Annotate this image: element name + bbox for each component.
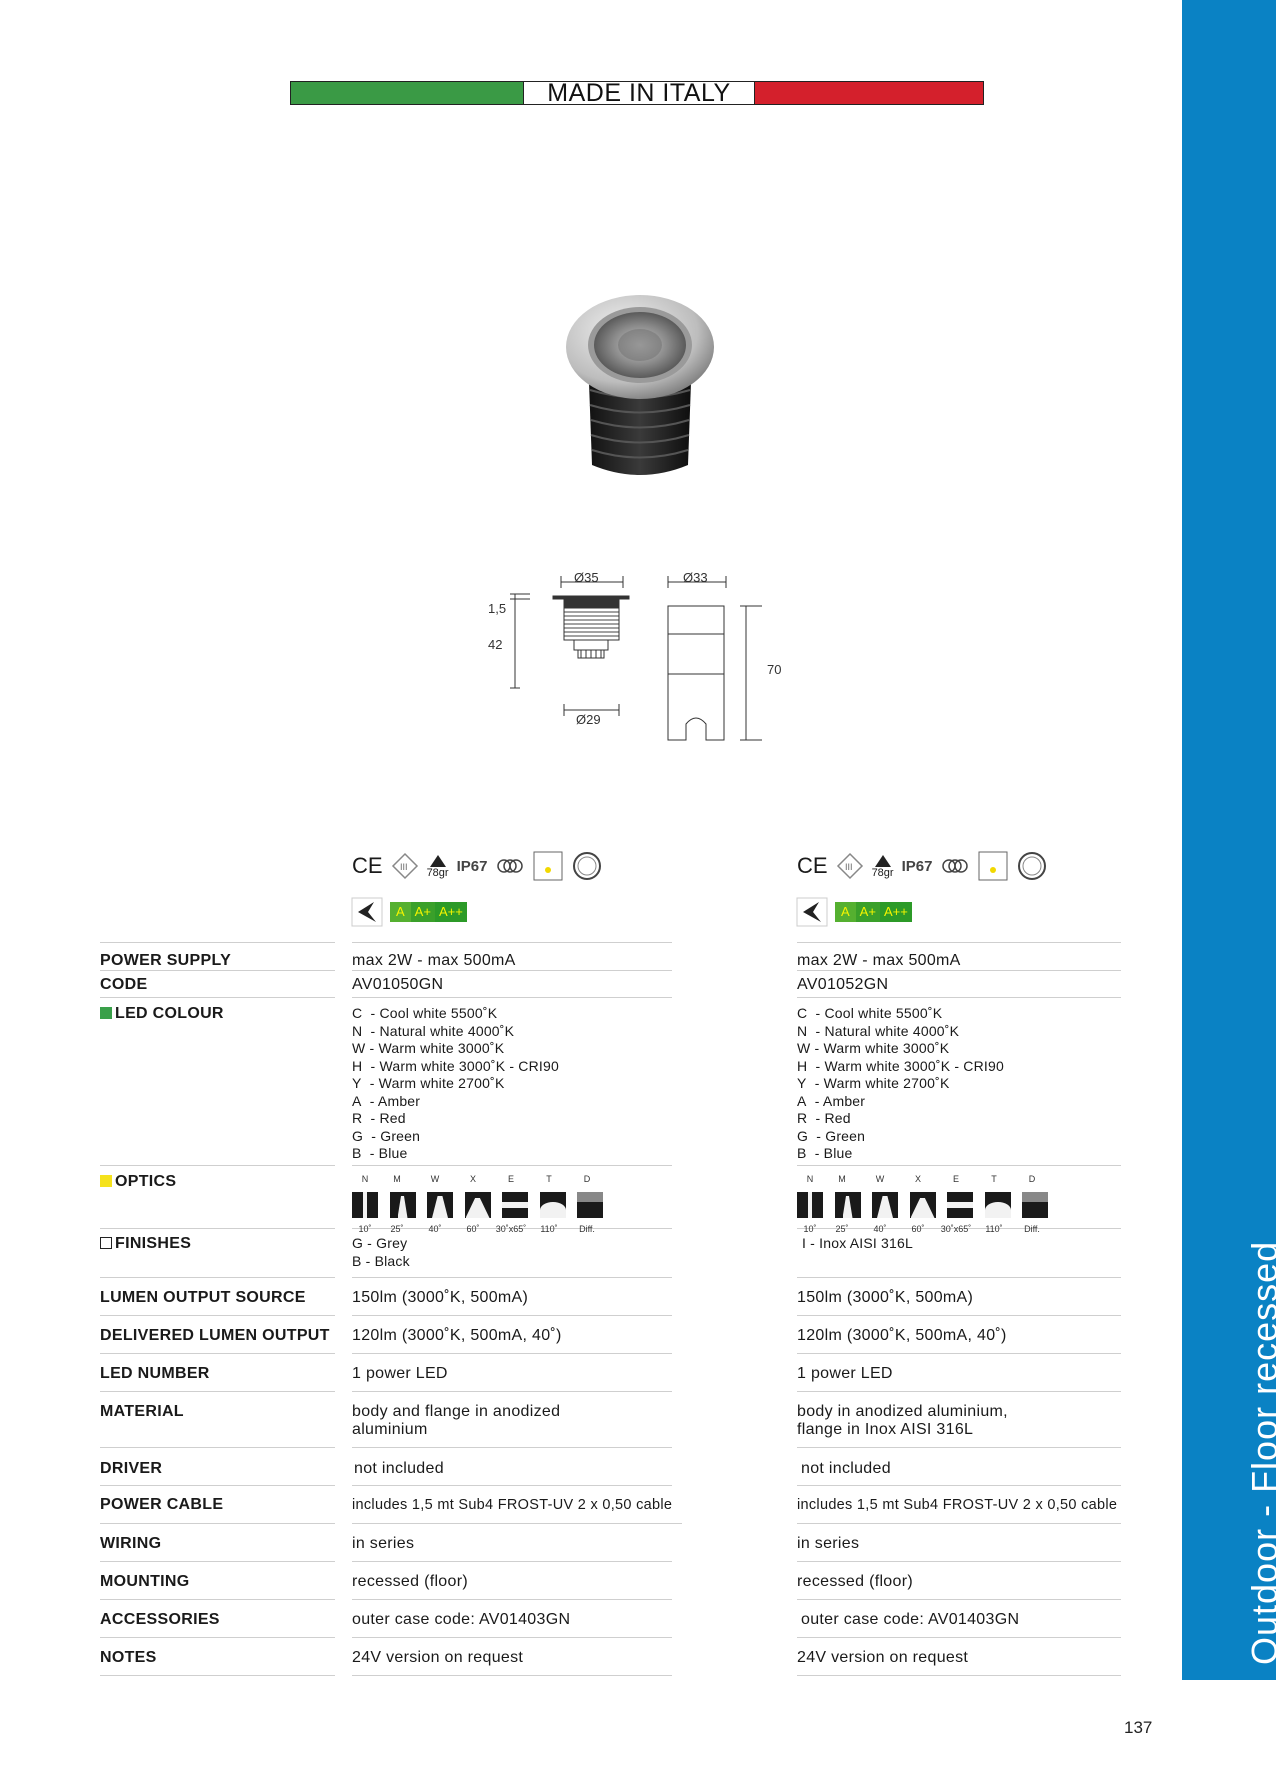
- led-colour-item: Y - Warm white 2700˚K: [352, 1075, 505, 1091]
- optic-10-icon: [797, 1192, 823, 1218]
- delivered-lumen-output-value: 120lm (3000˚K, 500mA, 40˚): [352, 1316, 672, 1354]
- dim-body-height: 42: [488, 637, 503, 652]
- finish-item: G - Grey: [352, 1235, 408, 1251]
- energy-icons-1: [352, 898, 467, 926]
- driver-value: not included: [352, 1448, 672, 1486]
- category-side-band: Outdoor - Floor recessed: [1182, 0, 1276, 1680]
- finish-item: B - Black: [352, 1252, 410, 1269]
- certification-icons-2: [797, 850, 1048, 882]
- material-value: body and flange in anodized aluminium: [352, 1392, 672, 1448]
- led-colour-item: Y - Warm white 2700˚K: [797, 1075, 950, 1091]
- page-number: 137: [1124, 1718, 1153, 1737]
- no-glare-icon: [352, 898, 382, 926]
- led-colour-item: C - Cool white 5500˚K: [797, 1005, 943, 1021]
- flag-red-stripe: [755, 82, 983, 104]
- product-photo: [560, 295, 720, 490]
- energy-class-aplus: A+: [856, 902, 880, 922]
- optic-25-icon: [390, 1192, 416, 1218]
- label-led-number: LED NUMBER: [100, 1354, 335, 1392]
- optic-60-icon: [465, 1192, 491, 1218]
- energy-class-aplus: A+: [411, 902, 435, 922]
- led-colour-item: G - Green: [797, 1127, 866, 1144]
- energy-class-a: A: [835, 902, 856, 922]
- optic-40-icon: [427, 1192, 453, 1218]
- label-code: CODE: [100, 971, 335, 998]
- led-number-value: 1 power LED: [352, 1354, 672, 1392]
- energy-class-a: A: [390, 902, 411, 922]
- code-value: AV01052GN: [797, 971, 1121, 998]
- optic-40-icon: [872, 1192, 898, 1218]
- material-value: body in anodized aluminium, flange in Inox AISI 316L: [797, 1392, 1121, 1448]
- optic-icons: [797, 1192, 1121, 1218]
- optic-60-icon: [910, 1192, 936, 1218]
- energy-class-aplusplus: A++: [880, 902, 912, 922]
- led-colour-item: C - Cool white 5500˚K: [352, 1005, 498, 1021]
- lamp-box-icon: [533, 851, 563, 881]
- mounting-value: recessed (floor): [797, 1562, 1121, 1600]
- led-colour-item: B - Blue: [352, 1145, 408, 1161]
- led-colour-item: W - Warm white 3000˚K: [352, 1040, 505, 1056]
- rotation-icon: [571, 850, 603, 882]
- optic-codes: N M W X E T D: [361, 1174, 591, 1184]
- class-iii-icon: [391, 852, 419, 880]
- optics-swatch: [100, 1175, 112, 1187]
- lumen-output-source-value: 150lm (3000˚K, 500mA): [352, 1278, 672, 1316]
- led-colour-list: [797, 998, 1121, 1166]
- led-number-value: 1 power LED: [797, 1354, 1121, 1392]
- power-cable-value: includes 1,5 mt Sub4 FROST-UV 2 x 0,50 cable: [352, 1486, 682, 1524]
- code-value: AV01050GN: [352, 971, 672, 998]
- notes-value: 24V version on request: [797, 1638, 1121, 1676]
- certification-icons-1: [352, 850, 603, 882]
- led-colour-item: N - Natural white 4000˚K: [352, 1022, 515, 1039]
- led-colour-item: R - Red: [352, 1110, 406, 1126]
- optic-diffused-icon: [577, 1192, 603, 1218]
- power-supply-value: max 2W - max 500mA: [352, 942, 672, 971]
- accessories-value: outer case code: AV01403GN: [797, 1600, 1121, 1638]
- label-delivered-lumen-output: DELIVERED LUMEN OUTPUT: [100, 1316, 335, 1354]
- dim-flange-height: 1,5: [488, 601, 507, 616]
- load-label: 78gr: [871, 867, 894, 879]
- no-glare-icon: [797, 898, 827, 926]
- product-column-1: [352, 942, 672, 1676]
- optic-angles: 10˚ 25˚ 40˚ 60˚ 30˚x65˚ 110˚ Diff.: [358, 1224, 595, 1234]
- rotation-icon: [1016, 850, 1048, 882]
- finishes-swatch: [100, 1237, 112, 1249]
- wiring-value: in series: [797, 1524, 1121, 1562]
- made-in-italy-label: MADE IN ITALY: [524, 82, 755, 104]
- power-supply-value: max 2W - max 500mA: [797, 942, 1121, 971]
- optic-110-icon: [985, 1192, 1011, 1218]
- label-power-supply: POWER SUPPLY: [100, 942, 335, 971]
- label-power-cable: POWER CABLE: [100, 1486, 335, 1524]
- label-material: MATERIAL: [100, 1392, 335, 1448]
- led-colour-item: B - Blue: [797, 1145, 853, 1161]
- label-optics: OPTICS: [100, 1166, 335, 1229]
- power-cable-value: includes 1,5 mt Sub4 FROST-UV 2 x 0,50 cable: [797, 1486, 1121, 1524]
- optics-cell: [797, 1166, 1121, 1234]
- energy-class-bar: [390, 902, 467, 922]
- dim-case-diameter: Ø33: [683, 570, 708, 585]
- led-colour-item: A - Amber: [352, 1092, 421, 1109]
- label-driver: DRIVER: [100, 1448, 335, 1486]
- svg-text:III: III: [844, 862, 853, 872]
- load-label: 78gr: [426, 867, 449, 879]
- wiring-value: in series: [352, 1524, 672, 1562]
- optic-30x65-icon: [502, 1192, 528, 1218]
- led-colour-item: H - Warm white 3000˚K - CRI90: [797, 1057, 1004, 1074]
- ce-mark: CE: [352, 853, 383, 878]
- optic-10-icon: [352, 1192, 378, 1218]
- led-colour-list: [352, 998, 672, 1166]
- optic-icons: [352, 1192, 672, 1218]
- energy-class-bar: [835, 902, 912, 922]
- made-in-italy-banner: [290, 78, 984, 107]
- product-column-2: [797, 942, 1121, 1676]
- delivered-lumen-output-value: 120lm (3000˚K, 500mA, 40˚): [797, 1316, 1121, 1354]
- led-colour-item: A - Amber: [797, 1092, 866, 1109]
- led-colour-item: N - Natural white 4000˚K: [797, 1022, 960, 1039]
- label-notes: NOTES: [100, 1638, 335, 1676]
- svg-text:III: III: [399, 862, 408, 872]
- label-wiring: WIRING: [100, 1524, 335, 1562]
- rings-icon: [940, 857, 970, 875]
- dim-total-height: 70: [767, 662, 782, 677]
- spec-labels: [100, 942, 335, 1676]
- label-finishes: FINISHES: [100, 1229, 335, 1278]
- label-accessories: ACCESSORIES: [100, 1600, 335, 1638]
- load-icon: [427, 853, 449, 879]
- energy-class-aplusplus: A++: [435, 902, 467, 922]
- driver-value: not included: [797, 1448, 1121, 1486]
- load-icon: [872, 853, 894, 879]
- optic-30x65-icon: [947, 1192, 973, 1218]
- optic-110-icon: [540, 1192, 566, 1218]
- notes-value: 24V version on request: [352, 1638, 672, 1676]
- accessories-value: outer case code: AV01403GN: [352, 1600, 672, 1638]
- ip-rating: IP67: [901, 857, 933, 875]
- lumen-output-source-value: 150lm (3000˚K, 500mA): [797, 1278, 1121, 1316]
- flag-green-stripe: [291, 82, 524, 104]
- class-iii-icon: [836, 852, 864, 880]
- energy-icons-2: [797, 898, 912, 926]
- label-led-colour: LED COLOUR: [100, 998, 335, 1166]
- led-colour-item: W - Warm white 3000˚K: [797, 1040, 950, 1056]
- technical-drawing: [480, 566, 800, 746]
- finish-item: I - Inox AISI 316L: [802, 1235, 913, 1251]
- led-colour-item: H - Warm white 3000˚K - CRI90: [352, 1057, 559, 1074]
- mounting-value: recessed (floor): [352, 1562, 672, 1600]
- lamp-box-icon: [978, 851, 1008, 881]
- optic-diffused-icon: [1022, 1192, 1048, 1218]
- optic-codes: N M W X E T D: [806, 1174, 1036, 1184]
- led-colour-item: R - Red: [797, 1110, 851, 1126]
- rings-icon: [495, 857, 525, 875]
- led-colour-item: G - Green: [352, 1127, 421, 1144]
- ip-rating: IP67: [456, 857, 488, 875]
- dim-body-diameter: Ø29: [576, 712, 601, 727]
- dim-flange-diameter: Ø35: [574, 570, 599, 585]
- optic-25-icon: [835, 1192, 861, 1218]
- label-lumen-output-source: LUMEN OUTPUT SOURCE: [100, 1278, 335, 1316]
- led-colour-swatch: [100, 1007, 112, 1019]
- optics-cell: [352, 1166, 672, 1234]
- ce-mark: CE: [797, 853, 828, 878]
- optic-angles: 10˚ 25˚ 40˚ 60˚ 30˚x65˚ 110˚ Diff.: [803, 1224, 1040, 1234]
- label-mounting: MOUNTING: [100, 1562, 335, 1600]
